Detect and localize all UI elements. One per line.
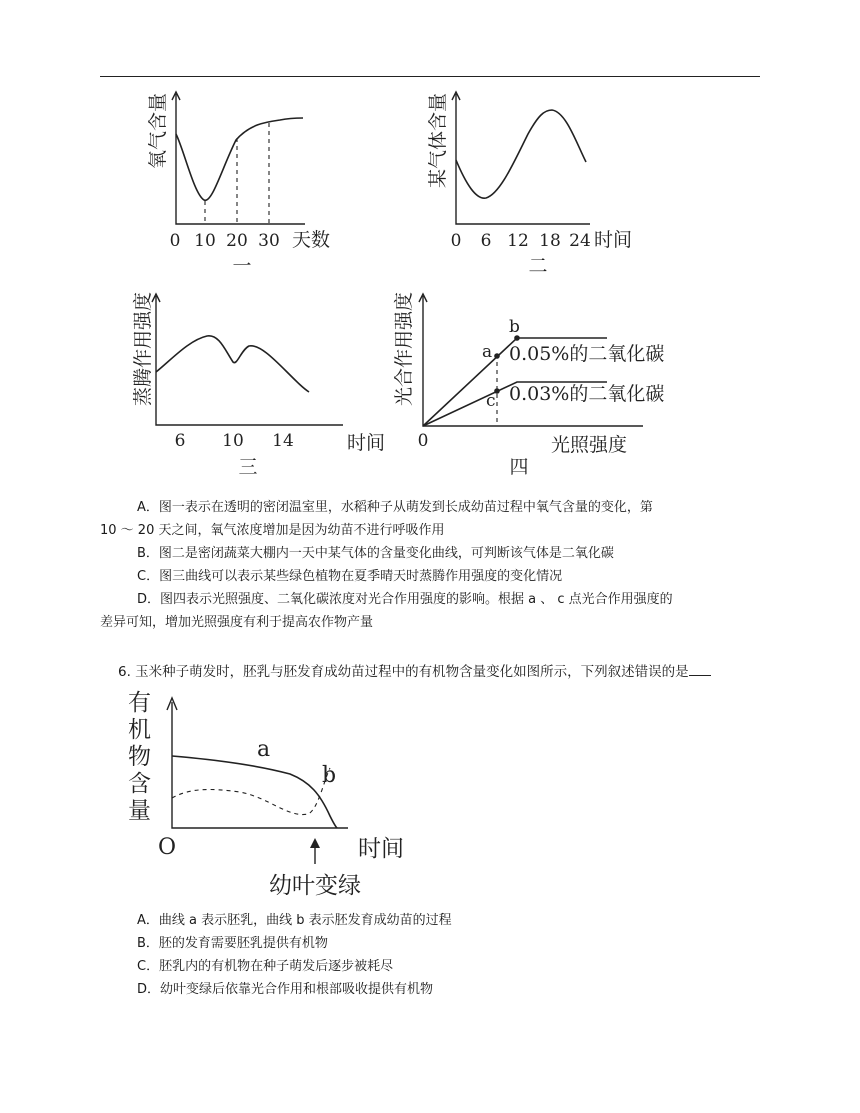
fig2-xtick: 24 bbox=[569, 231, 591, 251]
q6-figure bbox=[120, 688, 420, 898]
q6-curve-a-label: a bbox=[257, 737, 271, 762]
fig2-ylabel: 某气体含量 bbox=[427, 93, 449, 189]
fig2-xtick: 12 bbox=[507, 231, 529, 251]
fig4-series-005: 0.05%的二氧化碳 bbox=[509, 343, 665, 365]
fig3-xtick: 6 bbox=[174, 431, 186, 451]
q5-option-d-line1: D．图四表示光照强度、二氧化碳浓度对光合作用强度的影响。根据 a 、 c 点光合作用强度的 bbox=[137, 592, 673, 607]
fig1-axes bbox=[176, 94, 305, 224]
q6-xlabel: 时间 bbox=[358, 836, 404, 862]
figure-2-gas-chart bbox=[420, 88, 640, 278]
fig4-ylabel: 光合作用强度 bbox=[393, 292, 415, 407]
fig4-point-a bbox=[494, 353, 500, 359]
fig3-axes bbox=[156, 296, 343, 425]
q6-options bbox=[100, 909, 765, 1001]
fig4-label-c: c bbox=[486, 391, 496, 411]
fig2-xtick: 18 bbox=[539, 231, 561, 251]
fig1-ylabel: 氧气含量 bbox=[147, 93, 169, 170]
q5-option-d-line2: 差异可知，增加光照强度有利于提高农作物产量 bbox=[100, 615, 374, 630]
fig2-xtick: 6 bbox=[480, 231, 492, 251]
fig1-xtick: 30 bbox=[258, 231, 280, 251]
q6-option-c: C．胚乳内的有机物在种子萌发后逐步被耗尽 bbox=[137, 959, 394, 974]
q6-curve-b-label: b bbox=[322, 763, 337, 788]
q6-answer-blank bbox=[689, 663, 711, 676]
q5-option-b: B．图二是密闭蔬菜大棚内一天中某气体的含量变化曲线，可判断该气体是二氧化碳 bbox=[137, 546, 614, 561]
q6-option-a: A．曲线 a 表示胚乳，曲线 b 表示胚发育成幼苗的过程 bbox=[137, 913, 452, 928]
fig2-xtick: 0 bbox=[450, 231, 462, 251]
q5-option-c: C．图三曲线可以表示某些绿色植物在夏季晴天时蒸腾作用强度的变化情况 bbox=[137, 569, 563, 584]
fig2-axes bbox=[456, 94, 590, 224]
fig4-caption: 四 bbox=[509, 456, 529, 478]
fig3-caption: 三 bbox=[238, 456, 258, 478]
fig1-caption: 一 bbox=[232, 255, 252, 277]
figure-4-photosynthesis-chart bbox=[385, 290, 665, 480]
q6-option-d: D．幼叶变绿后依靠光合作用和根部吸收提供有机物 bbox=[137, 982, 434, 997]
fig3-xtick: 14 bbox=[272, 431, 294, 451]
fig3-xtick: 10 bbox=[222, 431, 244, 451]
header-rule bbox=[100, 76, 760, 77]
q6-stem bbox=[118, 660, 711, 680]
fig2-curve bbox=[456, 110, 586, 198]
fig1-xtick: 20 bbox=[226, 231, 248, 251]
fig3-ylabel: 蒸腾作用强度 bbox=[132, 292, 154, 407]
q6-ylabel-2: 机 bbox=[128, 717, 151, 743]
fig1-xtick: 10 bbox=[194, 231, 216, 251]
q6-option-b: B．胚的发育需要胚乳提供有机物 bbox=[137, 936, 328, 951]
fig2-xlabel: 时间 bbox=[594, 229, 633, 251]
fig4-origin: 0 bbox=[417, 431, 429, 451]
q6-ylabel-5: 量 bbox=[128, 798, 151, 824]
fig3-curve bbox=[156, 336, 309, 392]
q6-ylabel-3: 物 bbox=[128, 744, 151, 770]
fig4-series-003: 0.03%的二氧化碳 bbox=[509, 383, 665, 405]
q6-curve-b bbox=[172, 768, 330, 815]
fig3-xlabel: 时间 bbox=[347, 432, 386, 454]
fig2-caption: 二 bbox=[528, 255, 548, 277]
q6-ylabel-1: 有 bbox=[128, 690, 151, 716]
q6-stem-text: 6. 玉米种子萌发时，胚乳与胚发育成幼苗过程中的有机物含量变化如图所示，下列叙述错误的是 bbox=[118, 664, 689, 680]
fig1-xlabel: 天数 bbox=[292, 229, 331, 251]
q6-ylabel-4: 含 bbox=[128, 771, 151, 797]
fig4-xlabel: 光照强度 bbox=[551, 434, 628, 456]
q6-arrow-head bbox=[310, 838, 320, 848]
fig4-label-b: b bbox=[509, 317, 520, 337]
q5-options bbox=[100, 496, 765, 634]
fig4-label-a: a bbox=[482, 342, 493, 362]
q6-curve-a bbox=[172, 756, 337, 828]
q5-option-a-line1: A．图一表示在透明的密闭温室里，水稻种子从萌发到长成幼苗过程中氧气含量的变化，第 bbox=[137, 500, 653, 515]
figure-1-oxygen-chart bbox=[140, 88, 340, 278]
fig1-xtick: 0 bbox=[169, 231, 181, 251]
q6-arrow-label: 幼叶变绿 bbox=[269, 873, 361, 899]
fig1-curve bbox=[176, 118, 303, 200]
figure-3-transpiration-chart bbox=[125, 290, 395, 480]
q5-option-a-line2: 10 ～ 20 天之间，氧气浓度增加是因为幼苗不进行呼吸作用 bbox=[100, 523, 445, 538]
q6-origin: O bbox=[158, 835, 177, 860]
